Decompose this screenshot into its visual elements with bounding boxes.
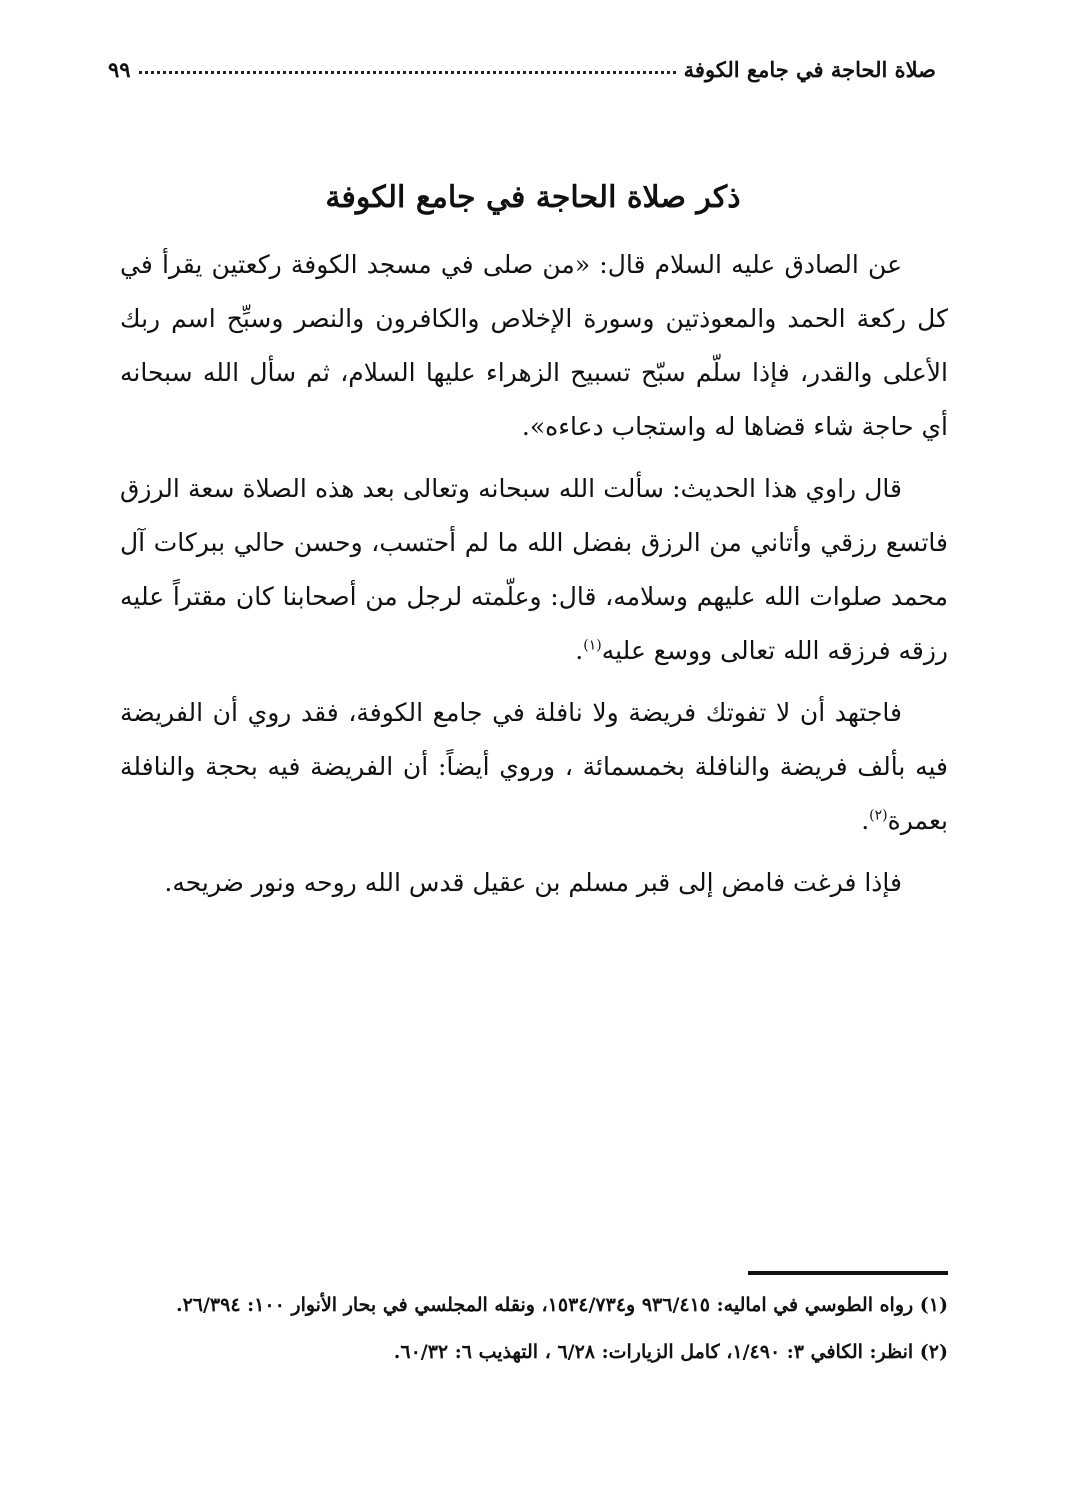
footnote-2: (٢) انظر: الكافي ٣: ١/٤٩٠، كامل الزيارات: ٦/٢٨ ، التهذيب ٦: ٦٠/٣٢. — [393, 1341, 948, 1363]
body-text — [120, 238, 948, 918]
paragraph-1 — [120, 238, 948, 454]
running-title: صلاة الحاجة في جامع الكوفة — [683, 57, 936, 82]
dot-leader — [139, 71, 676, 74]
paragraph-end: . — [861, 806, 870, 835]
page-number: ٩٩ — [108, 57, 131, 82]
footnote-1: (١) رواه الطوسي في اماليه: ٩٣٦/٤١٥ و١٥٣٤/٧٣٤، ونقله المجلسي في بحار الأنوار ١٠٠: ٢٦/٣٩٤. — [175, 1294, 948, 1316]
running-header — [108, 42, 936, 82]
footnotes — [120, 1288, 948, 1382]
paragraph-end: . — [575, 636, 584, 665]
paragraph-4 — [120, 856, 948, 910]
paragraph-text: فإذا فرغت فامض إلى قبر مسلم بن عقيل قدس الله روحه ونور ضريحه. — [164, 868, 902, 897]
paragraph-text: عن الصادق عليه السلام قال: «من صلى في مسجد الكوفة ركعتين يقرأ في كل ركعة الحمد والمعوذتين وسورة الإخلاص والكافرون والنصر وسبِّح اسم ربك الأعلى والقدر، فإذا سلّم سبّح تسبيح الزهراء عليها السلام، ثم سأل الله سبحانه أي حاجة شاء قضاها له واستجاب دعاءه». — [120, 250, 948, 441]
footnote-divider — [748, 1271, 948, 1275]
paragraph-2 — [120, 462, 948, 678]
section-title: ذكر صلاة الحاجة في جامع الكوفة — [325, 180, 741, 215]
footnote-marker-2[interactable]: (٢) — [869, 807, 888, 824]
footnote-marker-1[interactable]: (١) — [583, 637, 602, 654]
paragraph-text: فاجتهد أن لا تفوتك فريضة ولا نافلة في جامع الكوفة، فقد روي أن الفريضة فيه بألف فريضة والنافلة بخمسمائة ، وروي أيضاً: أن الفريضة فيه بحجة والنافلة بعمرة — [120, 698, 948, 835]
paragraph-3 — [120, 686, 948, 848]
paragraph-text: قال راوي هذا الحديث: سألت الله سبحانه وتعالى بعد هذه الصلاة سعة الرزق فاتسع رزقي وأتاني من الرزق بفضل الله ما لم أحتسب، وحسن حالي ببركات آل محمد صلوات الله عليهم وسلامه، قال: وعلّمته لرجل من أصحابنا كان مقتراً عليه رزقه فرزقه الله تعالى ووسع عليه — [120, 474, 948, 665]
